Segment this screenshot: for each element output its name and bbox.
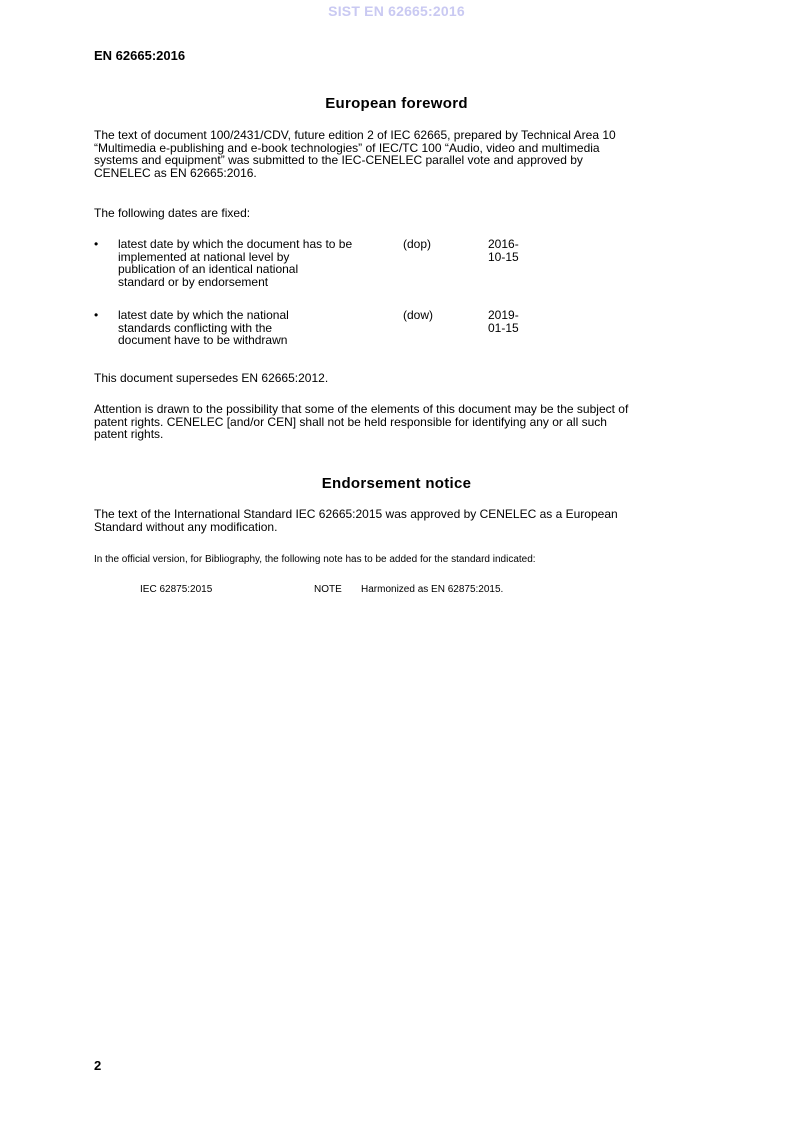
text-line: Standard without any modification. <box>94 519 278 534</box>
patent-attention-paragraph <box>94 403 699 441</box>
text-line: The text of document 100/2431/CDV, future edition 2 of IEC 62665, prepared by Technical Area 10 <box>94 128 616 142</box>
date-code: (dop) <box>403 237 432 251</box>
supersedes-statement: This document supersedes EN 62665:2012. <box>94 371 329 385</box>
text-line: Attention is drawn to the possibility that some of the elements of this document may be the subject of <box>94 402 629 416</box>
text-line: systems and equipment” was submitted to the IEC-CENELEC parallel vote and approved by <box>94 153 583 167</box>
text-line: The text of the International Standard IEC 62665:2015 was approved by CENELEC as a European <box>94 507 618 521</box>
endorsement-heading: Endorsement notice <box>321 475 472 492</box>
date-code: (dow) <box>403 308 434 322</box>
endorsement-paragraph <box>94 508 699 533</box>
text-line: standard or by endorsement <box>118 274 269 289</box>
text-line: document have to be withdrawn <box>118 333 288 347</box>
date-value: 2019-01-15 <box>488 308 519 335</box>
date-value: 2016-10-15 <box>488 237 519 264</box>
foreword-heading: European foreword <box>325 95 468 112</box>
text-line: “Multimedia e-publishing and e-book technologies” of IEC/TC 100 “Audio, video and multimedia <box>94 140 600 155</box>
note-label: NOTE <box>314 584 342 595</box>
watermark: SIST EN 62665:2016 <box>328 3 465 19</box>
dates-intro: The following dates are fixed: <box>94 206 251 220</box>
text-line: standards conflicting with the <box>118 320 273 335</box>
date-description <box>118 309 388 347</box>
text-line: patent rights. CENELEC [and/or CEN] shall not be held responsible for identifying any or all such <box>94 414 607 429</box>
text-line: latest date by which the document has to be <box>118 237 353 251</box>
foreword-paragraph <box>94 129 699 179</box>
text-line: latest date by which the national <box>118 308 289 322</box>
document-id: EN 62665:2016 <box>94 48 186 63</box>
text-line: implemented at national level by <box>118 249 290 264</box>
bullet-icon: • <box>94 237 99 251</box>
bullet-icon: • <box>94 308 99 322</box>
date-description <box>118 238 388 288</box>
note-text: Harmonized as EN 62875:2015. <box>361 584 504 595</box>
official-version-note: In the official version, for Bibliography, the following note has to be added for the standard indicated: <box>94 554 536 565</box>
text-line: patent rights. <box>94 427 164 441</box>
text-line: CENELEC as EN 62665:2016. <box>94 165 257 180</box>
page-number: 2 <box>94 1058 102 1073</box>
bibliography-standard: IEC 62875:2015 <box>140 584 213 595</box>
text-line: publication of an identical national <box>118 262 299 276</box>
